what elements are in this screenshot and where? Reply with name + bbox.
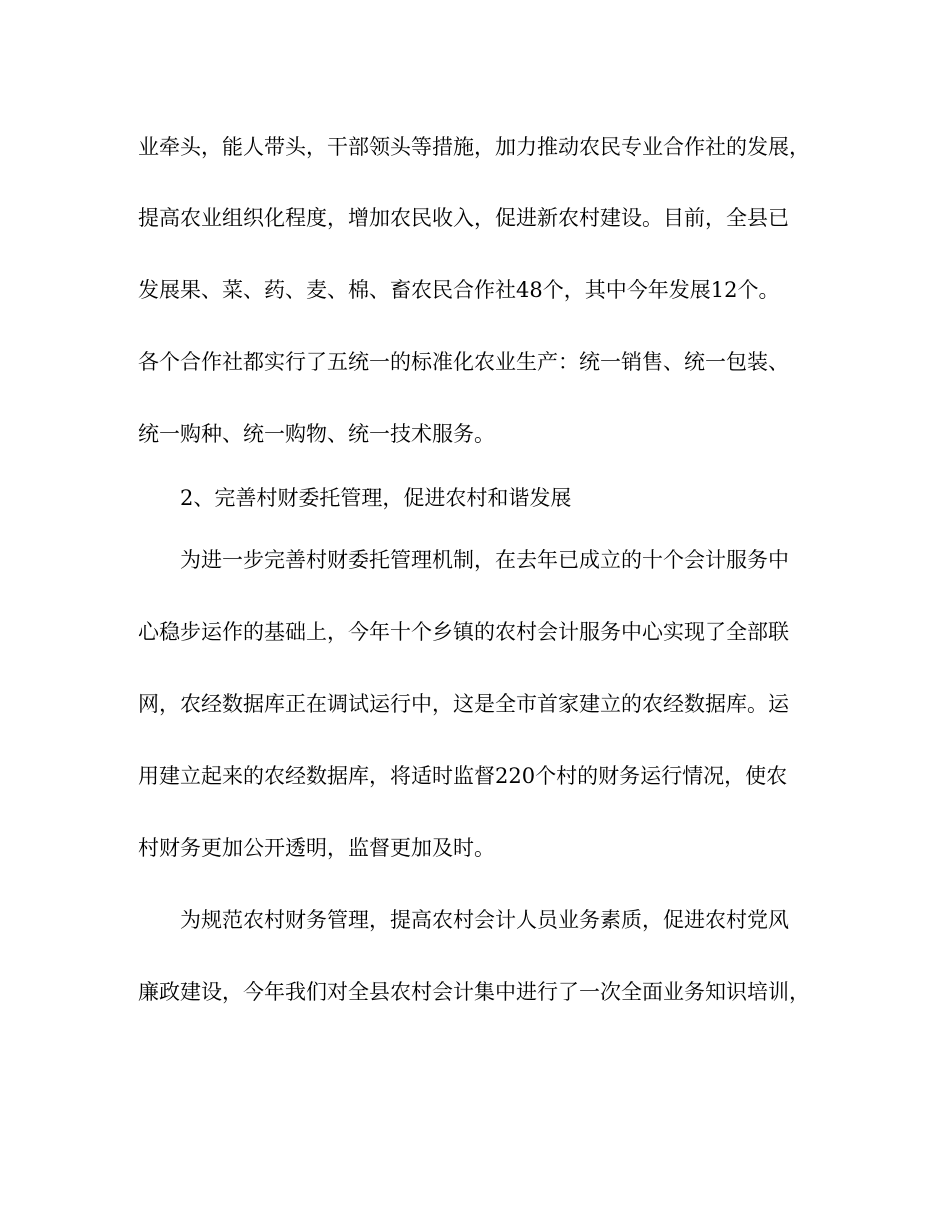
text-line: 村财务更加公开透明，监督更加及时。: [138, 836, 495, 860]
text-line: 业牵头，能人带头，干部领头等措施，加力推动农民专业合作社的发展，: [138, 135, 810, 159]
text-line: 各个合作社都实行了五统一的标准化农业生产：统一销售、统一包装、: [138, 350, 789, 374]
text-line: 用建立起来的农经数据库，将适时监督220个村的财务运行情况，使农: [138, 764, 788, 788]
text-line: 统一购种、统一购物、统一技术服务。: [138, 422, 495, 446]
paragraph-first-line: 为规范农村财务管理，提高农村会计人员业务素质，促进农村党风: [180, 908, 789, 932]
text-line: 提高农业组织化程度，增加农民收入，促进新农村建设。目前，全县已: [138, 206, 789, 230]
text-line: 发展果、菜、药、麦、棉、畜农民合作社48个，其中今年发展12个。: [138, 278, 780, 302]
paragraph-first-line: 为进一步完善村财委托管理机制，在去年已成立的十个会计服务中: [180, 548, 789, 572]
text-line: 廉政建设，今年我们对全县农村会计集中进行了一次全面业务知识培训，: [138, 980, 810, 1004]
text-line: 心稳步运作的基础上，今年十个乡镇的农村会计服务中心实现了全部联: [138, 620, 789, 644]
section-heading: 2、完善村财委托管理，促进农村和谐发展: [180, 486, 572, 510]
text-line: 网，农经数据库正在调试运行中，这是全市首家建立的农经数据库。运: [138, 692, 789, 716]
